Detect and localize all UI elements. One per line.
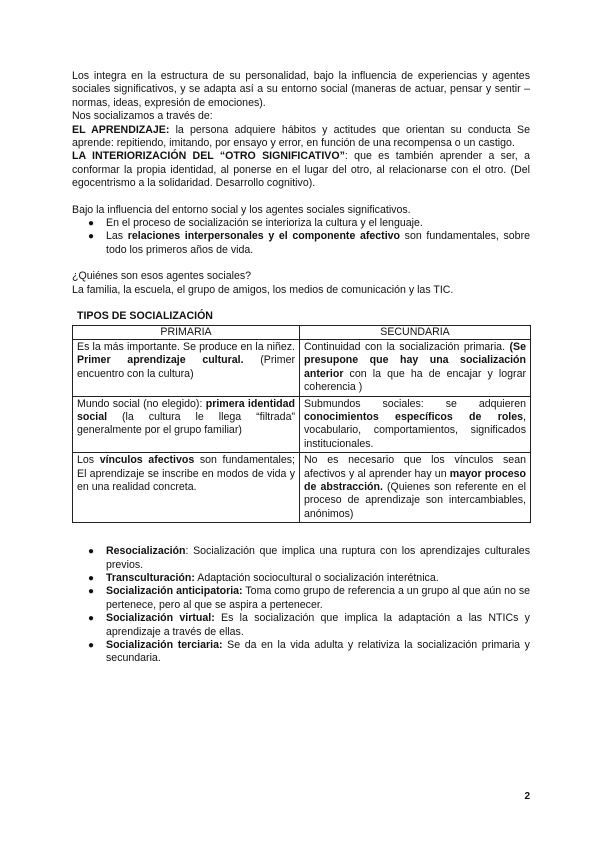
table-header-primaria: PRIMARIA — [73, 325, 300, 339]
bullet-icon: ● — [88, 546, 95, 558]
intro-paragraph: Los integra en la estructura de su personalidad, bajo la influencia de experiencias y agentes sociales significativos, y se adapta así a su entorno social (maneras de actuar, pensar y sentir –normas, ideas, expresión de emociones). — [72, 70, 530, 109]
table-header-secundaria: SECUNDARIA — [300, 325, 531, 339]
table-cell: Los vínculos afectivos son fundamentales; El aprendizaje se inscribe en modos de vida y en una realidad concreta. — [73, 453, 300, 523]
bullet-icon: ● — [88, 231, 95, 243]
table-row — [73, 453, 531, 523]
list-item: ● En el proceso de socialización se interioriza la cultura y el lenguaje. — [88, 217, 423, 230]
interiorizacion-text: : que es también aprender a ser, a conformar la propia identidad, al ponerse en el lugar del otro, al relacionarse con el otro. (Del egocentrismo a la solidaridad. Desarrollo cognitivo). — [72, 150, 530, 190]
influence-paragraph: Bajo la influencia del entorno social y los agentes sociales significativos. — [72, 203, 411, 216]
bullet-icon: ● — [88, 640, 95, 652]
bullet-icon: ● — [88, 218, 95, 230]
bullet-icon: ● — [88, 613, 95, 625]
page-number: 2 — [524, 791, 530, 802]
interiorizacion-paragraph — [72, 150, 530, 190]
list-item: ● Resocialización: Socialización que implica una ruptura con los aprendizajes culturales previos. — [88, 545, 530, 571]
table-title: TIPOS DE SOCIALIZACIÓN — [77, 310, 213, 323]
list-item: ● Socialización anticipatoria: Toma como grupo de referencia a un grupo al que aún no se pertenece, pero al que se aspira a pertenecer. — [88, 585, 531, 611]
list-item: ● Las relaciones interpersonales y el componente afectivo son fundamentales, sobre todo los primeros años de vida. — [88, 230, 530, 256]
interiorizacion-term: LA INTERIORIZACIÓN DEL “OTRO SIGNIFICATIVO” — [72, 150, 345, 163]
list-item: ● Transculturación: Adaptación sociocultural o socialización interétnica. — [88, 572, 439, 584]
table-cell: Continuidad con la socialización primaria. (Se presupone que hay una socialización anterior con la que ha de encajar y lograr coherencia ) — [300, 339, 531, 396]
table-cell: Mundo social (no elegido): primera identidad social (la cultura le llega “filtrada” generalmente por el grupo familiar) — [73, 396, 300, 453]
aprendizaje-text: la persona adquiere hábitos y actitudes que orientan su conducta Se aprende: repitiendo, imitando, por ensayo y error, en función de una recompensa o un castigo. — [72, 123, 530, 150]
agents-question: ¿Quiénes son esos agentes sociales? — [72, 270, 252, 283]
agents-answer: La familia, la escuela, el grupo de amigos, los medios de comunicación y las TIC. — [72, 283, 454, 296]
table-cell: No es necesario que los vínculos sean afectivos y al aprender hay un mayor proceso de abstracción. (Quienes son referente en el proceso de aprendizaje son intercambiables, anónimos) — [300, 453, 531, 523]
socialization-table — [72, 325, 531, 524]
table-header-row — [73, 325, 531, 339]
types-list — [72, 545, 530, 666]
bullet-icon: ● — [88, 586, 95, 598]
table-row — [73, 396, 531, 453]
intro-paragraph-2: Nos socializamos a través de: — [72, 110, 213, 123]
list-item: ● Socialización virtual: Es la socialización que implica la adaptación a las NTICs y aprendizaje a través de ellas. — [88, 612, 530, 638]
table-cell: Submundos sociales: se adquieren conocimientos específicos de roles, vocabulario, comportamientos, significados institucionales. — [300, 396, 531, 453]
table-cell: Es la más importante. Se produce en la niñez. Primer aprendizaje cultural. (Primer encuentro con la cultura) — [73, 339, 300, 396]
table-row — [73, 339, 531, 396]
bullet-icon: ● — [88, 573, 95, 584]
aprendizaje-term: EL APRENDIZAJE: — [72, 123, 170, 136]
aprendizaje-paragraph — [72, 124, 530, 151]
list-item: ● Socialización terciaria: Se da en la vida adulta y relativiza la socialización primaria y secundaria. — [88, 639, 530, 665]
influence-list — [72, 217, 530, 257]
